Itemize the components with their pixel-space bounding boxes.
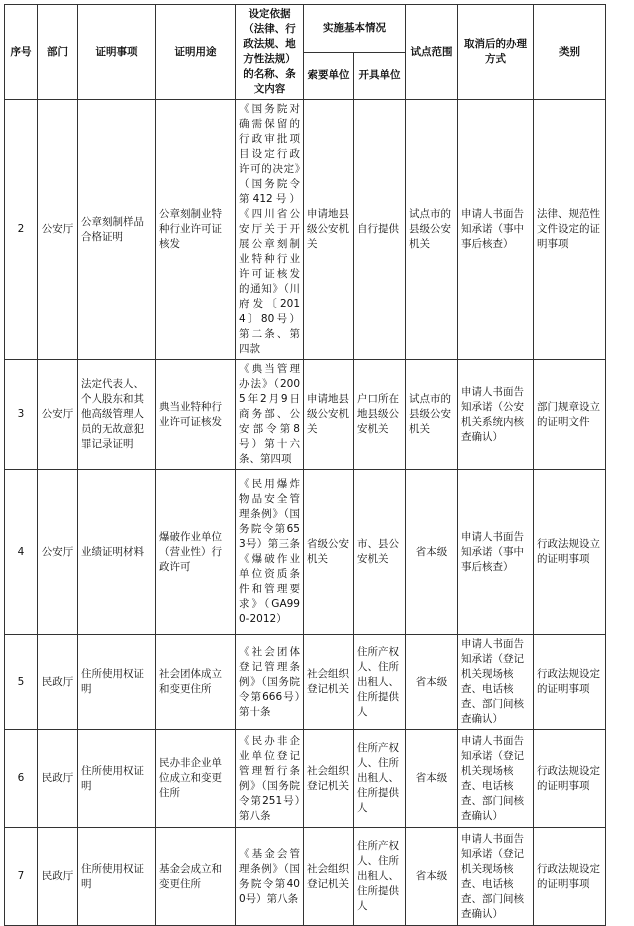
cell-issue-unit: 自行提供 [354,100,406,360]
certification-items-table [4,4,606,926]
cell-basis: 《基金会管理条例》（国务院令第400号）第八条 [236,828,304,926]
table-header [5,5,606,100]
cell-method: 申请人书面告知承诺（事中事后核查） [458,100,534,360]
cell-issue-unit: 住所产权人、住所出租人、住所提供人 [354,828,406,926]
cell-item: 公章刻制样品合格证明 [78,100,156,360]
cell-seq: 4 [5,470,38,635]
header-impl: 实施基本情况 [304,5,406,53]
cell-item: 住所使用权证明 [78,730,156,828]
table-row [5,730,606,828]
cell-use: 民办非企业单位成立和变更住所 [156,730,236,828]
header-category: 类别 [534,5,606,100]
cell-category: 行政法规设定的证明事项 [534,828,606,926]
header-require-unit: 索要单位 [304,52,354,100]
cell-method: 申请人书面告知承诺（公安机关系统内核查确认） [458,360,534,470]
cell-item: 法定代表人、个人股东和其他高级管理人员的无故意犯罪记录证明 [78,360,156,470]
cell-pilot: 省本级 [406,730,458,828]
cell-method: 申请人书面告知承诺（登记机关现场核查、电话核查、部门间核查确认） [458,828,534,926]
cell-dept: 民政厅 [38,730,78,828]
cell-pilot: 省本级 [406,635,458,730]
cell-seq: 2 [5,100,38,360]
header-seq: 序号 [5,5,38,100]
table-row [5,360,606,470]
cell-use: 典当业特种行业许可证核发 [156,360,236,470]
cell-require-unit: 申请地县级公安机关 [304,360,354,470]
header-pilot: 试点范围 [406,5,458,100]
header-use: 证明用途 [156,5,236,100]
cell-basis: 《民用爆炸物品安全管理条例》（国务院令第653号）第三条《爆破作业单位资质条件和管理要求》（GA990-2012） [236,470,304,635]
cell-method: 申请人书面告知承诺（登记机关现场核查、电话核查、部门间核查确认） [458,635,534,730]
cell-basis: 《典当管理办法》（2005年2月9日商务部、公安部令第8号）第十六条、第四项 [236,360,304,470]
table-row [5,100,606,360]
cell-method: 申请人书面告知承诺（登记机关现场核查、电话核查、部门间核查确认） [458,730,534,828]
cell-seq: 7 [5,828,38,926]
cell-basis: 《民办非企业单位登记管理暂行条例》（国务院令第251号）第八条 [236,730,304,828]
cell-dept: 公安厅 [38,470,78,635]
cell-category: 行政法规设定的证明事项 [534,730,606,828]
cell-seq: 3 [5,360,38,470]
cell-dept: 民政厅 [38,635,78,730]
header-method: 取消后的办理方式 [458,5,534,100]
cell-category: 行政法规设立的证明事项 [534,470,606,635]
cell-category: 法律、规范性文件设定的证明事项 [534,100,606,360]
cell-pilot: 试点市的县级公安机关 [406,100,458,360]
cell-require-unit: 社会组织登记机关 [304,828,354,926]
cell-use: 基金会成立和变更住所 [156,828,236,926]
table-row [5,828,606,926]
cell-basis: 《国务院对确需保留的行政审批项目设定行政许可的决定》（国务院令第412号）《四川省公安厅关于开展公章刻制业特种行业许可证核发的通知》（川府发〔2014〕80号）第二条、第四款 [236,100,304,360]
header-basis: 设定依据（法律、行政法规、地方性法规）的名称、条文内容 [236,5,304,100]
header-dept: 部门 [38,5,78,100]
cell-pilot: 省本级 [406,828,458,926]
cell-issue-unit: 户口所在地县级公安机关 [354,360,406,470]
cell-issue-unit: 市、县公安机关 [354,470,406,635]
cell-use: 爆破作业单位（营业性）行政许可 [156,470,236,635]
table-row [5,470,606,635]
cell-basis: 《社会团体登记管理条例》（国务院令第666号）第十条 [236,635,304,730]
cell-require-unit: 省级公安机关 [304,470,354,635]
cell-require-unit: 社会组织登记机关 [304,730,354,828]
cell-use: 公章刻制业特种行业许可证核发 [156,100,236,360]
header-item: 证明事项 [78,5,156,100]
cell-pilot: 试点市的县级公安机关 [406,360,458,470]
cell-use: 社会团体成立和变更住所 [156,635,236,730]
table-row [5,635,606,730]
cell-issue-unit: 住所产权人、住所出租人、住所提供人 [354,635,406,730]
cell-dept: 民政厅 [38,828,78,926]
cell-category: 部门规章设立的证明文件 [534,360,606,470]
cell-seq: 5 [5,635,38,730]
cell-dept: 公安厅 [38,100,78,360]
cell-dept: 公安厅 [38,360,78,470]
cell-category: 行政法规设定的证明事项 [534,635,606,730]
cell-item: 业绩证明材料 [78,470,156,635]
cell-issue-unit: 住所产权人、住所出租人、住所提供人 [354,730,406,828]
cell-item: 住所使用权证明 [78,828,156,926]
cell-pilot: 省本级 [406,470,458,635]
cell-require-unit: 申请地县级公安机关 [304,100,354,360]
cell-method: 申请人书面告知承诺（事中事后核查） [458,470,534,635]
table-body [5,100,606,926]
header-issue-unit: 开具单位 [354,52,406,100]
cell-require-unit: 社会组织登记机关 [304,635,354,730]
cell-seq: 6 [5,730,38,828]
cell-item: 住所使用权证明 [78,635,156,730]
